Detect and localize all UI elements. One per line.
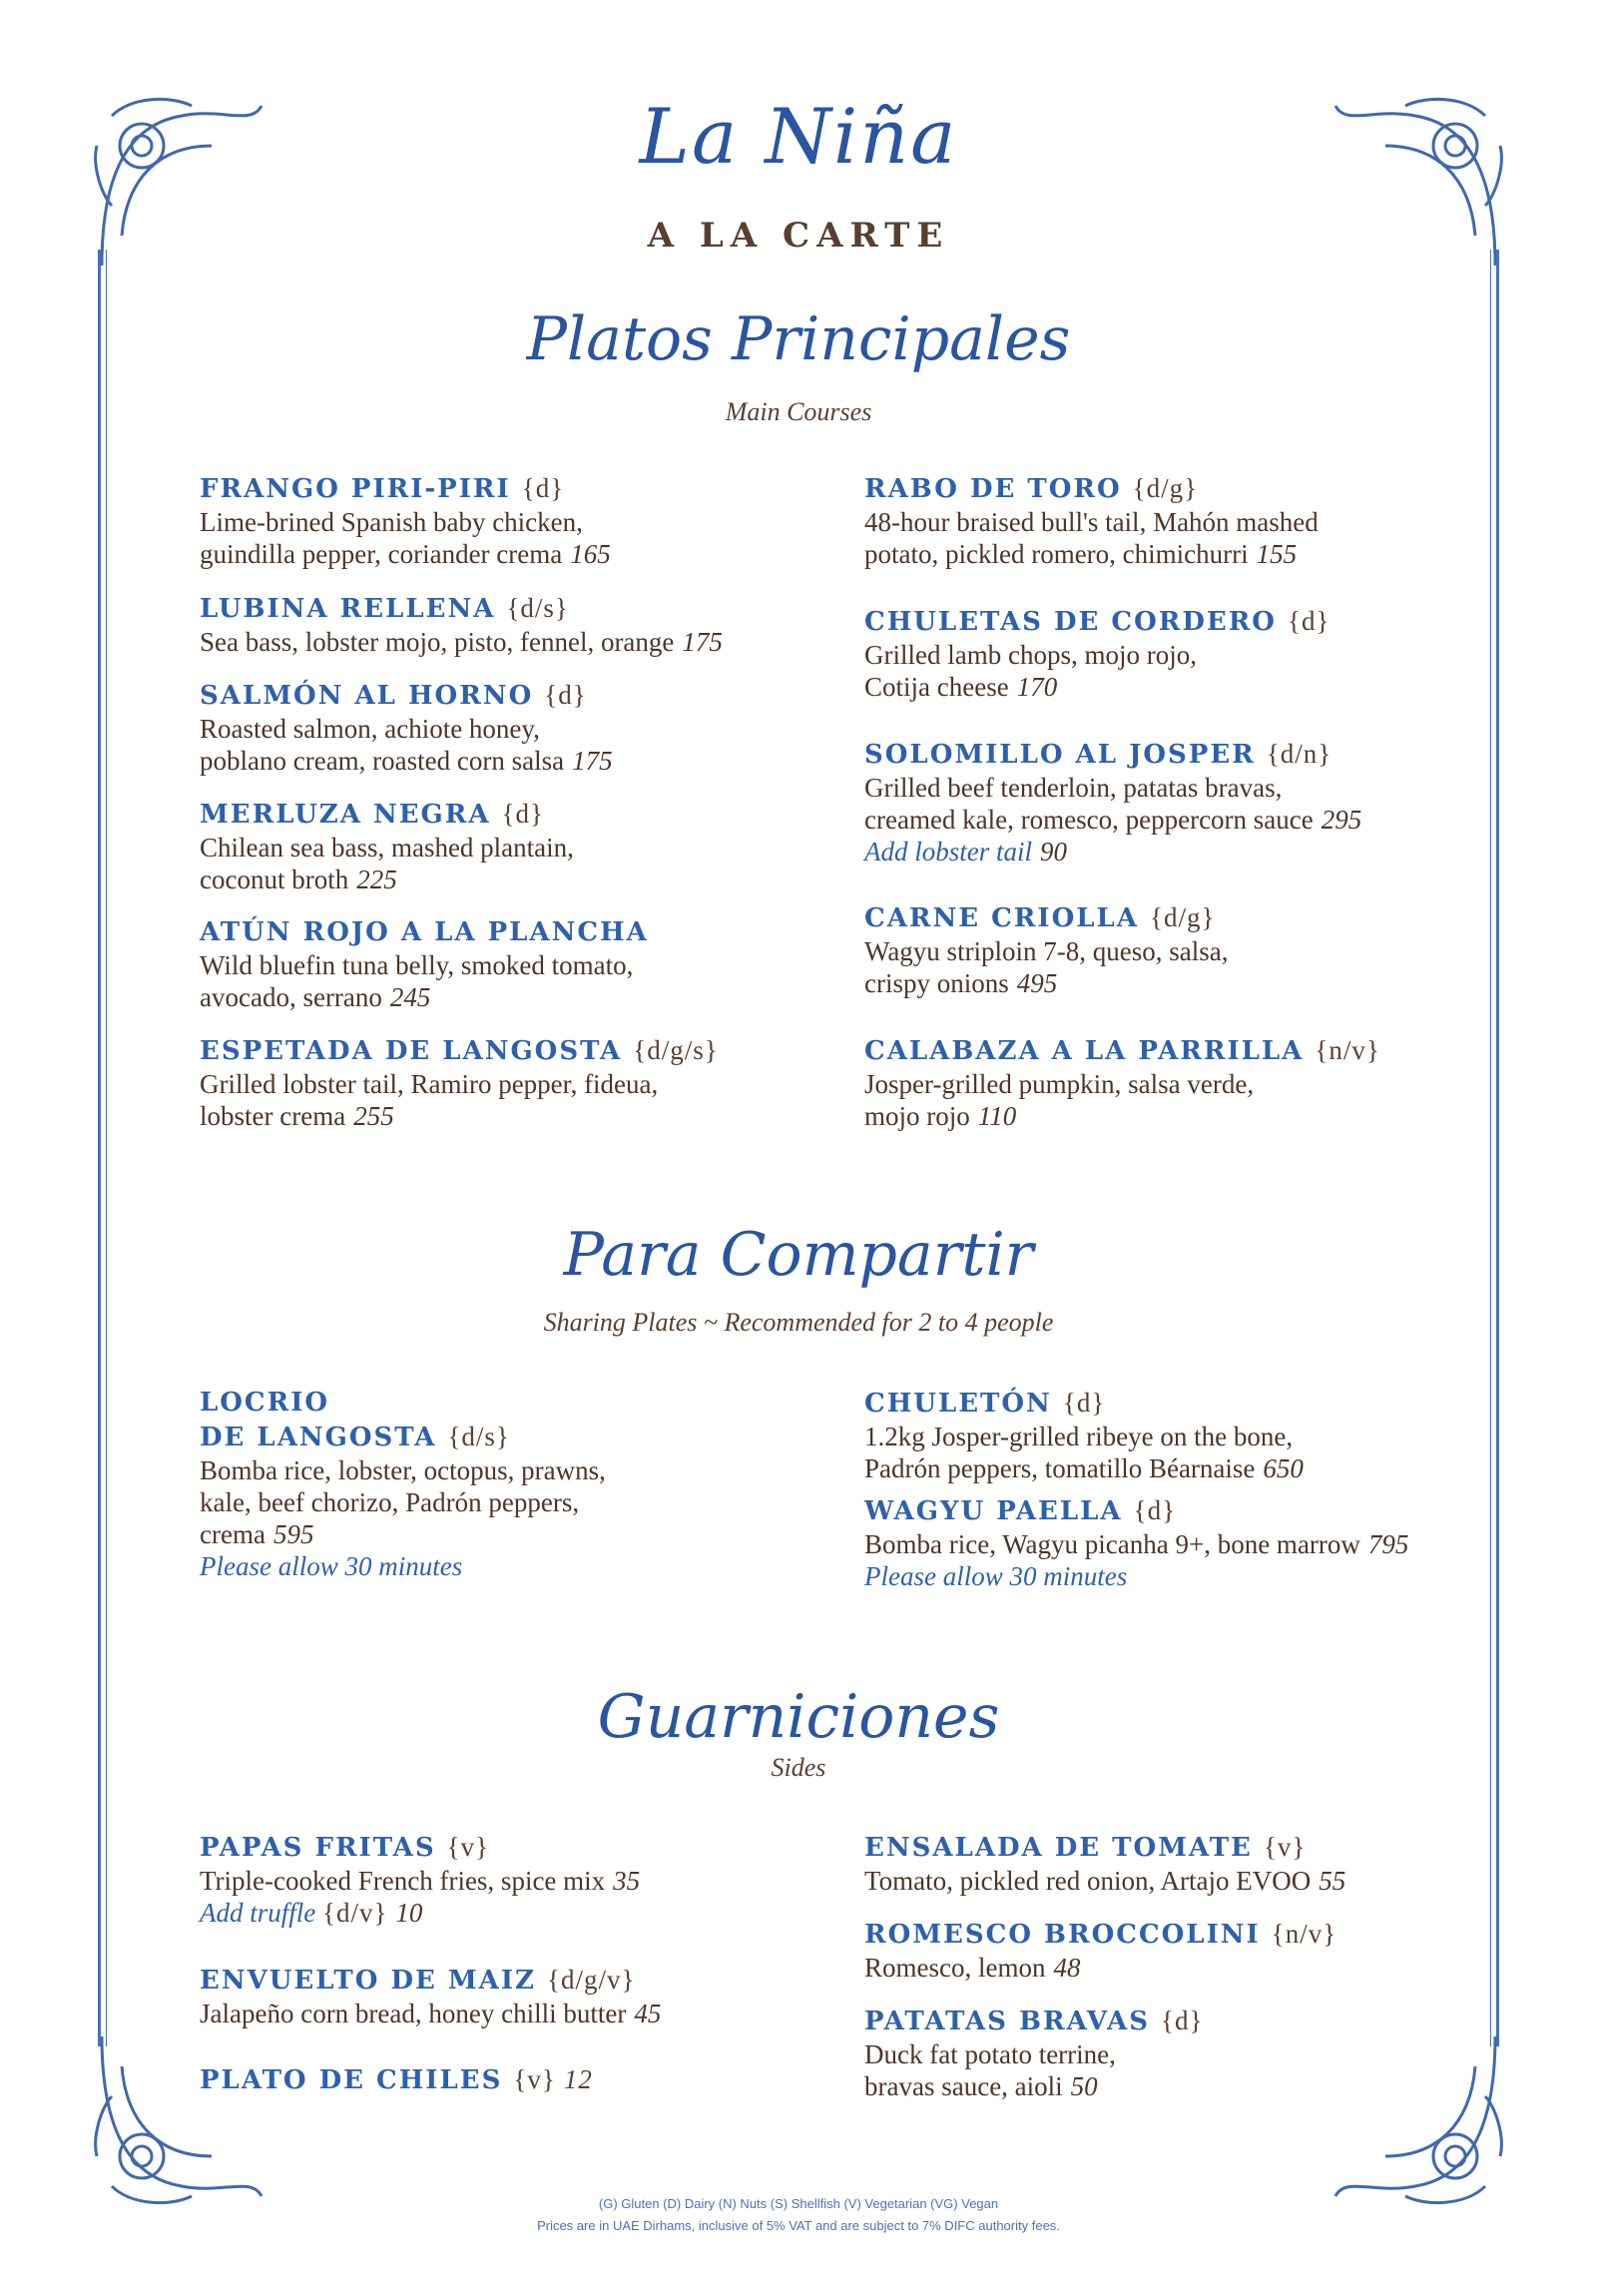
item-addon-note: Add truffle	[200, 1898, 316, 1928]
item-name: MERLUZA NEGRA	[200, 800, 491, 830]
item-price: 35	[613, 1866, 641, 1896]
item-tag: {d/g}	[1150, 902, 1216, 932]
menu-item	[200, 678, 858, 777]
item-addon-price: 10	[395, 1898, 423, 1928]
item-name: RABO DE TORO	[864, 474, 1122, 504]
item-desc: 1.2kg Josper-grilled ribeye on the bone,	[864, 1422, 1294, 1451]
item-tag: {d}	[544, 680, 587, 710]
item-tag: {v}	[513, 2064, 556, 2094]
item-price: 245	[389, 982, 431, 1012]
item-name: LOCRIO	[200, 1388, 330, 1418]
mains-left-column	[200, 471, 838, 1150]
item-desc: Triple-cooked French fries, spice mix	[200, 1866, 606, 1896]
menu-item	[864, 471, 1523, 570]
item-name: PLATO DE CHILES	[200, 2065, 503, 2095]
sharing-left-column	[200, 1386, 838, 1605]
item-desc: Josper-grilled pumpkin, salsa verde,	[864, 1069, 1255, 1099]
item-desc: creamed kale, romesco, peppercorn sauce	[864, 805, 1314, 835]
item-tag: {v}	[1263, 1832, 1307, 1862]
item-price: 175	[572, 746, 613, 776]
item-name: ENSALADA DE TOMATE	[864, 1833, 1253, 1863]
item-tag: {d/g/v}	[547, 1965, 636, 1995]
menu-item	[864, 1830, 1523, 1897]
item-note: Please allow 30 minutes	[864, 1561, 1128, 1591]
item-desc: Roasted salmon, achiote honey,	[200, 714, 540, 744]
menu-item	[200, 915, 858, 1013]
item-desc: Lime-brined Spanish baby chicken,	[200, 507, 583, 537]
menu-item	[864, 2004, 1523, 2102]
item-tag: {d/s}	[447, 1422, 510, 1451]
item-desc: Wild bluefin tuna belly, smoked tomato,	[200, 950, 634, 980]
item-price: 175	[682, 627, 723, 657]
section-title-sharing: Para Compartir	[563, 1220, 1034, 1290]
section-title-mains: Platos Principales	[526, 304, 1071, 374]
menu-item	[200, 591, 858, 658]
item-addon-note: Add lobster tail	[864, 837, 1032, 866]
item-desc: Bomba rice, Wagyu picanha 9+, bone marrow	[864, 1529, 1360, 1559]
item-tag: {d/g}	[1132, 473, 1199, 503]
item-name: WAGYU PAELLA	[864, 1496, 1123, 1526]
item-tag: {d/n}	[1266, 739, 1332, 769]
item-desc: Grilled beef tenderloin, patatas bravas,	[864, 773, 1283, 803]
item-tag: {d}	[1161, 2006, 1204, 2035]
menu-item	[200, 1963, 858, 2029]
item-price: 495	[1016, 968, 1058, 998]
item-tag: {d/s}	[506, 593, 569, 623]
item-price: 12	[563, 2064, 593, 2094]
item-tag: {d}	[1062, 1388, 1106, 1418]
item-name: SOLOMILLO AL JOSPER	[864, 740, 1256, 770]
menu-item	[864, 1917, 1523, 1984]
item-tag: {d}	[521, 473, 565, 503]
item-desc: Jalapeño corn bread, honey chilli butter	[200, 1999, 627, 2028]
item-name: CHULETÓN	[864, 1389, 1052, 1419]
item-name: PAPAS FRITAS	[200, 1833, 436, 1863]
brand-logo: La Niña	[639, 92, 958, 181]
menu-subtitle: A LA CARTE	[647, 216, 950, 256]
item-desc: crispy onions	[864, 968, 1009, 998]
menu-item	[864, 604, 1523, 703]
menu-item	[200, 1033, 858, 1132]
section-subtitle-mains: Main Courses	[725, 397, 872, 426]
item-name: ENVUELTO DE MAIZ	[200, 1966, 536, 1996]
item-desc: Tomato, pickled red onion, Artajo EVOO	[864, 1866, 1312, 1896]
item-desc: potato, pickled romero, chimichurri	[864, 539, 1249, 569]
menu-item	[200, 1830, 858, 1929]
pricing-note: Prices are in UAE Dirhams, inclusive of 5% VAT and are subject to 7% DIFC authority fees.	[537, 2218, 1060, 2233]
item-price: 295	[1321, 805, 1362, 835]
section-title-sides: Guarniciones	[597, 1682, 1000, 1752]
item-addon-tag: {d/v}	[322, 1898, 388, 1928]
menu-item	[864, 1386, 1523, 1484]
item-name: ROMESCO BROCCOLINI	[864, 1920, 1261, 1950]
menu-item	[200, 471, 858, 570]
item-tag: {d/g/s}	[633, 1035, 719, 1065]
item-desc: Padrón peppers, tomatillo Béarnaise	[864, 1453, 1256, 1483]
menu-item	[200, 2062, 858, 2097]
item-desc: Wagyu striploin 7-8, queso, salsa,	[864, 936, 1229, 966]
item-desc: bravas sauce, aioli	[864, 2071, 1063, 2101]
item-price: 110	[977, 1101, 1017, 1131]
item-desc: Grilled lamb chops, mojo rojo,	[864, 640, 1197, 670]
item-desc: Cotija cheese	[864, 672, 1009, 702]
item-tag: {v}	[446, 1832, 490, 1862]
item-price: 170	[1016, 672, 1058, 702]
item-price: 155	[1256, 539, 1298, 569]
item-note: Please allow 30 minutes	[200, 1551, 463, 1581]
item-price: 48	[1053, 1953, 1081, 1983]
item-price: 595	[272, 1519, 314, 1549]
item-desc: guindilla pepper, coriander crema	[200, 539, 563, 569]
item-name: ESPETADA DE LANGOSTA	[200, 1036, 623, 1066]
item-desc: mojo rojo	[864, 1101, 970, 1131]
item-tag: {n/v}	[1271, 1919, 1337, 1949]
mains-right-column	[864, 471, 1503, 1150]
menu-item	[864, 1493, 1523, 1592]
item-desc: 48-hour braised bull's tail, Mahón mashed	[864, 507, 1319, 537]
item-name: CARNE CRIOLLA	[864, 903, 1139, 933]
footer	[0, 2193, 1597, 2237]
item-desc: Bomba rice, lobster, octopus, prawns,	[200, 1455, 606, 1485]
item-price: 255	[353, 1101, 394, 1131]
item-desc: kale, beef chorizo, Padrón peppers,	[200, 1487, 580, 1517]
item-name: ATÚN ROJO A LA PLANCHA	[200, 917, 649, 947]
item-desc: coconut broth	[200, 864, 349, 894]
item-desc: Duck fat potato terrine,	[864, 2039, 1116, 2069]
item-price: 225	[356, 864, 397, 894]
item-desc: Chilean sea bass, mashed plantain,	[200, 833, 574, 862]
item-tag: {d}	[1288, 606, 1331, 636]
item-desc: Romesco, lemon	[864, 1953, 1046, 1983]
item-price: 795	[1367, 1529, 1409, 1559]
item-price: 45	[634, 1999, 662, 2028]
item-name: PATATAS BRAVAS	[864, 2007, 1150, 2036]
sharing-right-column	[864, 1386, 1503, 1605]
menu-item	[864, 1033, 1523, 1132]
item-tag: {n/v}	[1315, 1035, 1380, 1065]
item-desc: Sea bass, lobster mojo, pisto, fennel, orange	[200, 627, 675, 657]
item-addon-price: 90	[1040, 837, 1067, 866]
item-name: LUBINA RELLENA	[200, 594, 496, 624]
item-name: CHULETAS DE CORDERO	[864, 607, 1277, 637]
item-desc: crema	[200, 1519, 266, 1549]
sides-right-column	[864, 1830, 1503, 2101]
section-subtitle-sharing: Sharing Plates ~ Recommended for 2 to 4 people	[543, 1308, 1054, 1337]
item-price: 55	[1319, 1866, 1346, 1896]
item-desc: lobster crema	[200, 1101, 346, 1131]
item-name: DE LANGOSTA	[200, 1423, 437, 1452]
item-price: 650	[1263, 1453, 1304, 1483]
item-desc: poblano cream, roasted corn salsa	[200, 746, 565, 776]
menu-item	[200, 1386, 858, 1582]
item-price: 165	[570, 539, 611, 569]
allergen-legend: (G) Gluten (D) Dairy (N) Nuts (S) Shellfish (V) Vegetarian (VG) Vegan	[598, 2196, 999, 2211]
item-price: 50	[1070, 2071, 1098, 2101]
item-name: SALMÓN AL HORNO	[200, 681, 534, 711]
item-tag: {d}	[501, 799, 544, 829]
item-desc: avocado, serrano	[200, 982, 382, 1012]
menu-item	[200, 797, 858, 895]
item-name: FRANGO PIRI-PIRI	[200, 474, 511, 504]
menu-item	[864, 737, 1523, 867]
item-tag: {d}	[1133, 1495, 1177, 1525]
section-subtitle-sides: Sides	[771, 1753, 826, 1782]
item-desc: Grilled lobster tail, Ramiro pepper, fideua,	[200, 1069, 659, 1099]
item-name: CALABAZA A LA PARRILLA	[864, 1036, 1305, 1066]
sides-left-column	[200, 1830, 838, 2095]
menu-item	[864, 900, 1523, 999]
